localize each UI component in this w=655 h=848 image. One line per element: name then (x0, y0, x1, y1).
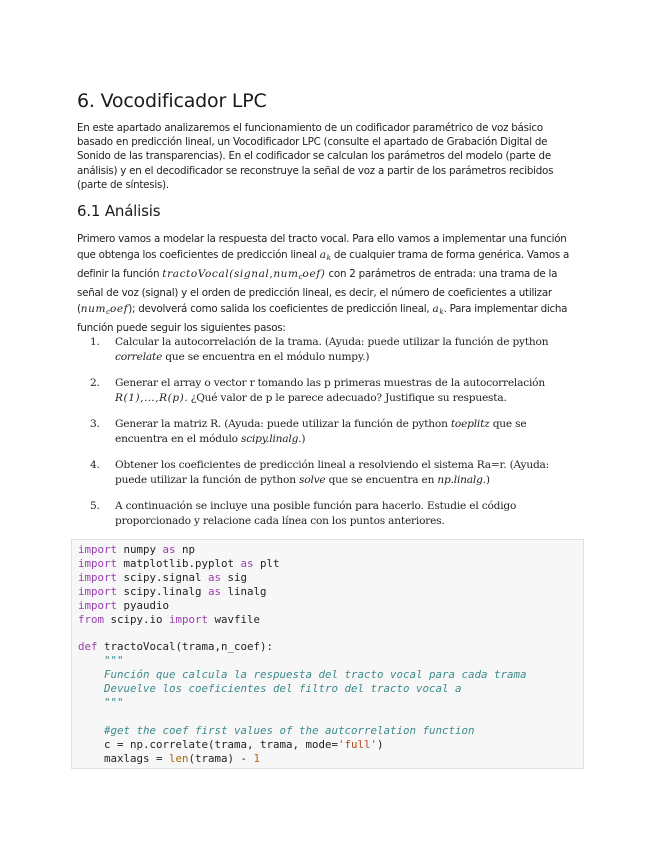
code-keyword: import (78, 570, 118, 584)
code-text: scipy.linalg (117, 584, 209, 598)
step-item (85, 376, 580, 406)
math-k-2: k (439, 308, 444, 316)
steps-list (85, 335, 580, 540)
code-text: scipy.signal (117, 570, 209, 584)
step-number: 3. (90, 418, 100, 430)
code-text: (trama) - (188, 751, 254, 765)
code-docstring: Devuelve los coeficientes del filtro del tracto vocal a (78, 682, 462, 696)
math-oef: oef (110, 303, 129, 315)
code-keyword: import (78, 598, 118, 612)
code-text: np (175, 543, 196, 556)
para-text-4: ); devolverá como salida los coeficientes de predicción lineal, (128, 303, 430, 315)
para-text-1: Primero vamos a modelar la respuesta del tracto vocal. Para ello vamos a implementar una función que obtenga los coeficientes de predicción lineal (77, 233, 567, 261)
math-ak-2 (432, 303, 443, 315)
code-keyword: as (162, 543, 176, 556)
code-text: ) (377, 737, 384, 751)
step-text: que se encuentra en (325, 474, 438, 486)
analysis-paragraph (77, 231, 577, 336)
code-text: wavfile (208, 612, 261, 626)
step-emphasis: correlate (115, 351, 163, 363)
code-text: sig (221, 570, 248, 584)
para-text-5: . Para implementar dicha función puede seguir los siguientes pasos: (77, 303, 568, 334)
code-block[interactable] (71, 539, 584, 769)
code-text: maxlags = (78, 751, 170, 765)
math-a: a (319, 249, 327, 261)
math-c: c (106, 308, 110, 316)
step-text: . ¿Qué valor de p le parece adecuado? Justifique su respuesta. (184, 392, 507, 404)
math-ak (320, 249, 331, 261)
code-text: c = np.correlate(trama, trama, mode= (78, 737, 339, 751)
math-arg-c: c (298, 273, 303, 281)
code-comment: #get the coef first values of the autcorrelation function (78, 723, 475, 737)
step-text: Calcular la autocorrelación de la trama. (Ayuda: puede utilizar la función de python (115, 336, 549, 348)
code-number: 1 (253, 751, 261, 765)
step-item (85, 499, 580, 529)
code-keyword: as (240, 556, 254, 570)
step-text: Generar la matriz R. (Ayuda: puede utilizar la función de python (115, 418, 451, 430)
code-docstring: """ (78, 654, 124, 668)
para-text-2: de cualquier trama de forma genérica. Vamos a definir la función (77, 249, 570, 280)
code-text: scipy.io (104, 612, 170, 626)
math-a-2: a (432, 303, 440, 315)
code-keyword: as (208, 584, 222, 598)
code-docstring: """ (78, 695, 124, 709)
code-keyword: def (78, 640, 98, 654)
step-emphasis: solve (299, 474, 326, 486)
math-k: k (326, 254, 331, 262)
code-content (78, 543, 583, 766)
step-emphasis: scipy.linalg (241, 433, 299, 445)
step-number: 2. (90, 377, 100, 389)
step-number: 4. (90, 459, 100, 471)
code-keyword: import (169, 612, 209, 626)
code-string: 'full' (338, 737, 378, 751)
para-text-3: con 2 parámetros de entrada: una trama de la señal de voz (signal) y el orden de predicción lineal, es decir, el número de coeficientes a utilizar ( (77, 268, 558, 315)
math-arg-2: oef (302, 268, 321, 280)
code-docstring: Función que calcula la respuesta del tracto vocal para cada trama (78, 668, 527, 682)
code-text: tractoVocal(trama,n_coef): (97, 640, 274, 654)
subsection-title: 6.1 Análisis (77, 202, 161, 220)
step-text: que se encuentra en el módulo (115, 418, 527, 445)
code-text: numpy (117, 543, 163, 556)
step-number: 5. (90, 500, 100, 512)
math-arg-1: signal,num (233, 268, 299, 280)
code-text: matplotlib.pyplot (117, 556, 241, 570)
code-keyword: import (78, 556, 118, 570)
step-text: que se encuentra en el módulo numpy.) (162, 351, 370, 363)
code-text: linalg (221, 584, 267, 598)
step-math: R(1),…,R(p) (115, 392, 185, 404)
code-text: pyaudio (117, 598, 170, 612)
step-item (85, 335, 580, 365)
step-emphasis: np.linalg (437, 474, 483, 486)
step-item (85, 417, 580, 447)
step-text: Obtener los coeficientes de predicción lineal a resolviendo el sistema Ra=r. (Ayuda: puede utilizar la función de python (115, 459, 550, 486)
code-text: plt (253, 556, 280, 570)
step-number: 1. (90, 336, 100, 348)
code-keyword: import (78, 543, 118, 556)
step-emphasis: toeplitz (450, 418, 490, 430)
math-num: num (80, 303, 107, 315)
step-text: Generar el array o vector r tomando las p primeras muestras de la autocorrelación (115, 377, 545, 389)
step-text: .) (298, 433, 306, 445)
step-text: A continuación se incluye una posible función para hacerlo. Estudie el código proporcionado y relacione cada línea con los puntos anteriores. (115, 500, 517, 527)
step-text: .) (482, 474, 490, 486)
code-keyword: from (78, 612, 105, 626)
code-keyword: import (78, 584, 118, 598)
math-numcoef (81, 303, 128, 315)
section-title: 6. Vocodificador LPC (77, 90, 267, 112)
intro-paragraph: En este apartado analizaremos el funcionamiento de un codificador paramétrico de voz básico basado en predicción lineal, un Vocodificador LPC (consulte el apartado de Grabación Digital de Sonido de las transparencias). En el codificador se calculan los parámetros del modelo (parte de análisis) y en el decodificador se reconstruye la señal de voz a partir de los parámetros recibidos (parte de síntesis). (77, 122, 554, 191)
code-keyword: as (208, 570, 222, 584)
step-item (85, 458, 580, 488)
math-func-name: tractoVocal (162, 268, 230, 280)
math-function-signature: tractoVocal(signal,numcoef) (162, 268, 326, 281)
code-builtin: len (169, 751, 189, 765)
